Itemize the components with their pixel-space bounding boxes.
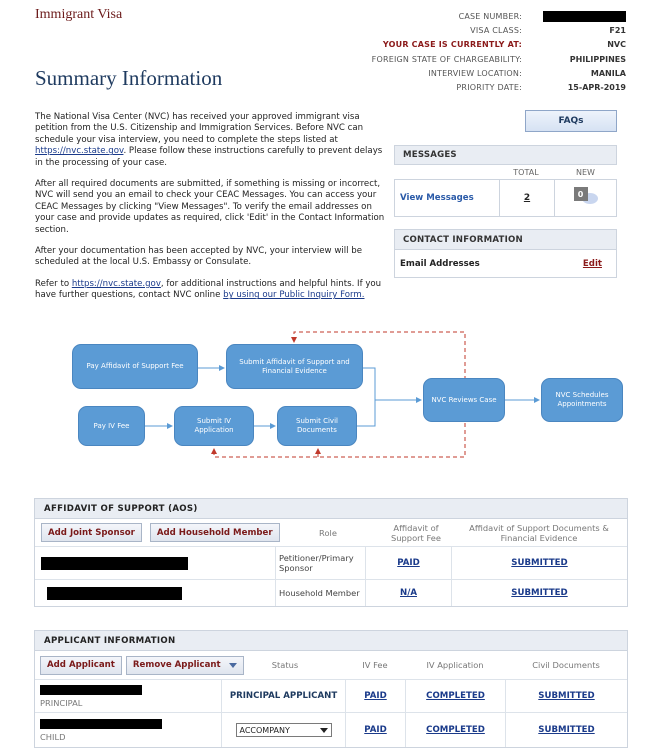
- visa-class-row: [330, 24, 626, 38]
- aos-section: [34, 498, 628, 607]
- aos-header: AFFIDAVIT OF SUPPORT (AOS): [35, 499, 627, 519]
- aos-row-role: Household Member: [275, 580, 365, 606]
- email-addresses-row: [394, 250, 617, 278]
- new-messages-count: 0: [574, 187, 588, 201]
- flow-pay-aos-fee: Pay Affidavit of Support Fee: [72, 344, 198, 389]
- redacted-applicant-name: [40, 719, 162, 729]
- messages-panel: [394, 145, 617, 217]
- iv-fee-link[interactable]: PAID: [345, 713, 405, 747]
- civil-documents-link[interactable]: SUBMITTED: [505, 713, 627, 747]
- messages-row: [394, 179, 617, 217]
- aos-docs-header: Affidavit of Support Documents & Financial Evidence: [469, 522, 609, 543]
- messages-header: MESSAGES: [394, 145, 617, 165]
- add-joint-sponsor-button[interactable]: Add Joint Sponsor: [41, 523, 142, 542]
- edit-contact-link[interactable]: Edit: [582, 258, 602, 269]
- priority-date-row: [330, 81, 626, 95]
- redacted-applicant-name: [40, 685, 142, 695]
- new-messages-icon[interactable]: [572, 187, 600, 209]
- aos-row-docs-link[interactable]: SUBMITTED: [451, 580, 627, 606]
- applicant-type: PRINCIPAL: [40, 697, 83, 708]
- page-title: Summary Information: [35, 66, 223, 90]
- interview-location-label: INTERVIEW LOCATION:: [428, 68, 522, 78]
- flow-submit-aos: Submit Affidavit of Support and Financial Evidence: [226, 344, 363, 389]
- chevron-down-icon: [320, 728, 328, 733]
- app-title: Immigrant Visa: [35, 7, 123, 22]
- status-header: Status: [271, 660, 299, 670]
- contact-information-panel: [394, 229, 617, 278]
- visa-class-label: VISA CLASS:: [470, 26, 522, 36]
- faqs-button[interactable]: FAQs: [525, 110, 617, 132]
- view-messages-link[interactable]: View Messages: [400, 193, 474, 203]
- aos-row-fee-link[interactable]: PAID: [365, 547, 451, 579]
- table-row: [35, 713, 627, 747]
- chargeability-row: [330, 53, 626, 67]
- aos-row-docs-link[interactable]: SUBMITTED: [451, 547, 627, 579]
- iv-fee-header: IV Fee: [362, 660, 388, 670]
- applicant-status-select[interactable]: ACCOMPANY: [236, 723, 332, 737]
- applicant-header: APPLICANT INFORMATION: [35, 631, 627, 651]
- flow-submit-civil-documents: Submit Civil Documents: [277, 406, 357, 446]
- applicant-status: PRINCIPAL APPLICANT: [221, 680, 345, 712]
- intro-paragraph-2: After all required documents are submitted, if something is missing or incorrect, NVC will send you an email to check your CEAC Messages. You can access your CEAC Messages by clicking "View Messages". To verify the email addresses on your case and provide updates as required, click 'Edit' in the Contact Information section.: [35, 179, 385, 235]
- interview-location-row: [330, 67, 626, 81]
- flow-pay-iv-fee: Pay IV Fee: [78, 406, 145, 446]
- case-number-row: [330, 10, 626, 24]
- chargeability-label: FOREIGN STATE OF CHARGEABILITY:: [371, 54, 522, 64]
- flow-nvc-reviews-case: NVC Reviews Case: [423, 378, 505, 422]
- redacted-sponsor-name: [41, 557, 188, 570]
- aos-row-role: Petitioner/Primary Sponsor: [275, 547, 365, 579]
- civil-documents-header: Civil Documents: [532, 660, 600, 670]
- iv-application-link[interactable]: COMPLETED: [405, 680, 505, 712]
- messages-total-count[interactable]: 2: [499, 180, 555, 216]
- chargeability-value: PHILIPPINES: [569, 54, 626, 64]
- case-location-value: NVC: [607, 40, 626, 50]
- add-household-member-button[interactable]: Add Household Member: [150, 523, 280, 542]
- remove-applicant-button[interactable]: Remove Applicant: [126, 656, 244, 675]
- flow-submit-iv-application: Submit IV Application: [174, 406, 254, 446]
- intro-paragraph-3: After your documentation has been accepted by NVC, your interview will be scheduled at the local U.S. Embassy or Consulate.: [35, 246, 362, 268]
- priority-date-value: 15-APR-2019: [567, 83, 626, 93]
- case-location-row: [330, 38, 626, 52]
- aos-role-header: Role: [319, 527, 337, 538]
- table-row: [35, 580, 627, 606]
- applicant-type: CHILD: [40, 731, 66, 742]
- intro-text: [35, 112, 387, 312]
- intro-paragraph-4: Refer to https://nvc.state.gov, for additional instructions and helpful hints. If you have further questions, contact NVC online by using our Public Inquiry Form.: [35, 278, 382, 301]
- priority-date-label: PRIORITY DATE:: [456, 83, 522, 93]
- applicant-table-header: [35, 651, 627, 680]
- public-inquiry-link[interactable]: by using our Public Inquiry Form.: [223, 290, 365, 301]
- case-info-panel: [330, 10, 626, 95]
- applicant-section: [34, 630, 628, 748]
- nvc-link[interactable]: https://nvc.state.gov: [35, 146, 124, 157]
- table-row: [35, 680, 627, 713]
- messages-new-header: NEW: [576, 167, 595, 177]
- intro-paragraph-1: The National Visa Center (NVC) has received your approved immigrant visa petition from the U.S. Citizenship and Immigration Services. Before NVC can schedule your visa interview, you need to complete the steps listed at https://nvc.state.gov. Please follow these instructions carefully to prevent delays in the processing of your case.: [35, 112, 383, 168]
- iv-fee-link[interactable]: PAID: [345, 680, 405, 712]
- redacted-case-number: [543, 11, 626, 22]
- visa-class-value: F21: [609, 26, 626, 36]
- redacted-household-member-name: [47, 587, 182, 600]
- email-addresses-label: Email Addresses: [400, 258, 480, 269]
- messages-total-header: TOTAL: [513, 167, 539, 177]
- aos-table-header: [35, 519, 627, 547]
- case-number-label: CASE NUMBER:: [458, 12, 522, 21]
- nvc-link-2[interactable]: https://nvc.state.gov: [71, 278, 161, 289]
- iv-application-header: IV Application: [426, 660, 484, 670]
- contact-information-header: CONTACT INFORMATION: [394, 229, 617, 250]
- civil-documents-link[interactable]: SUBMITTED: [505, 680, 627, 712]
- iv-application-link[interactable]: COMPLETED: [405, 713, 505, 747]
- aos-row-fee-link[interactable]: N/A: [365, 580, 451, 606]
- aos-fee-header: Affidavit of Support Fee: [391, 522, 441, 543]
- table-row: [35, 547, 627, 580]
- flow-nvc-schedules: NVC Schedules Appointments: [541, 378, 623, 422]
- interview-location-value: MANILA: [590, 68, 626, 78]
- case-location-label: YOUR CASE IS CURRENTLY AT:: [382, 40, 522, 50]
- add-applicant-button[interactable]: Add Applicant: [40, 656, 122, 675]
